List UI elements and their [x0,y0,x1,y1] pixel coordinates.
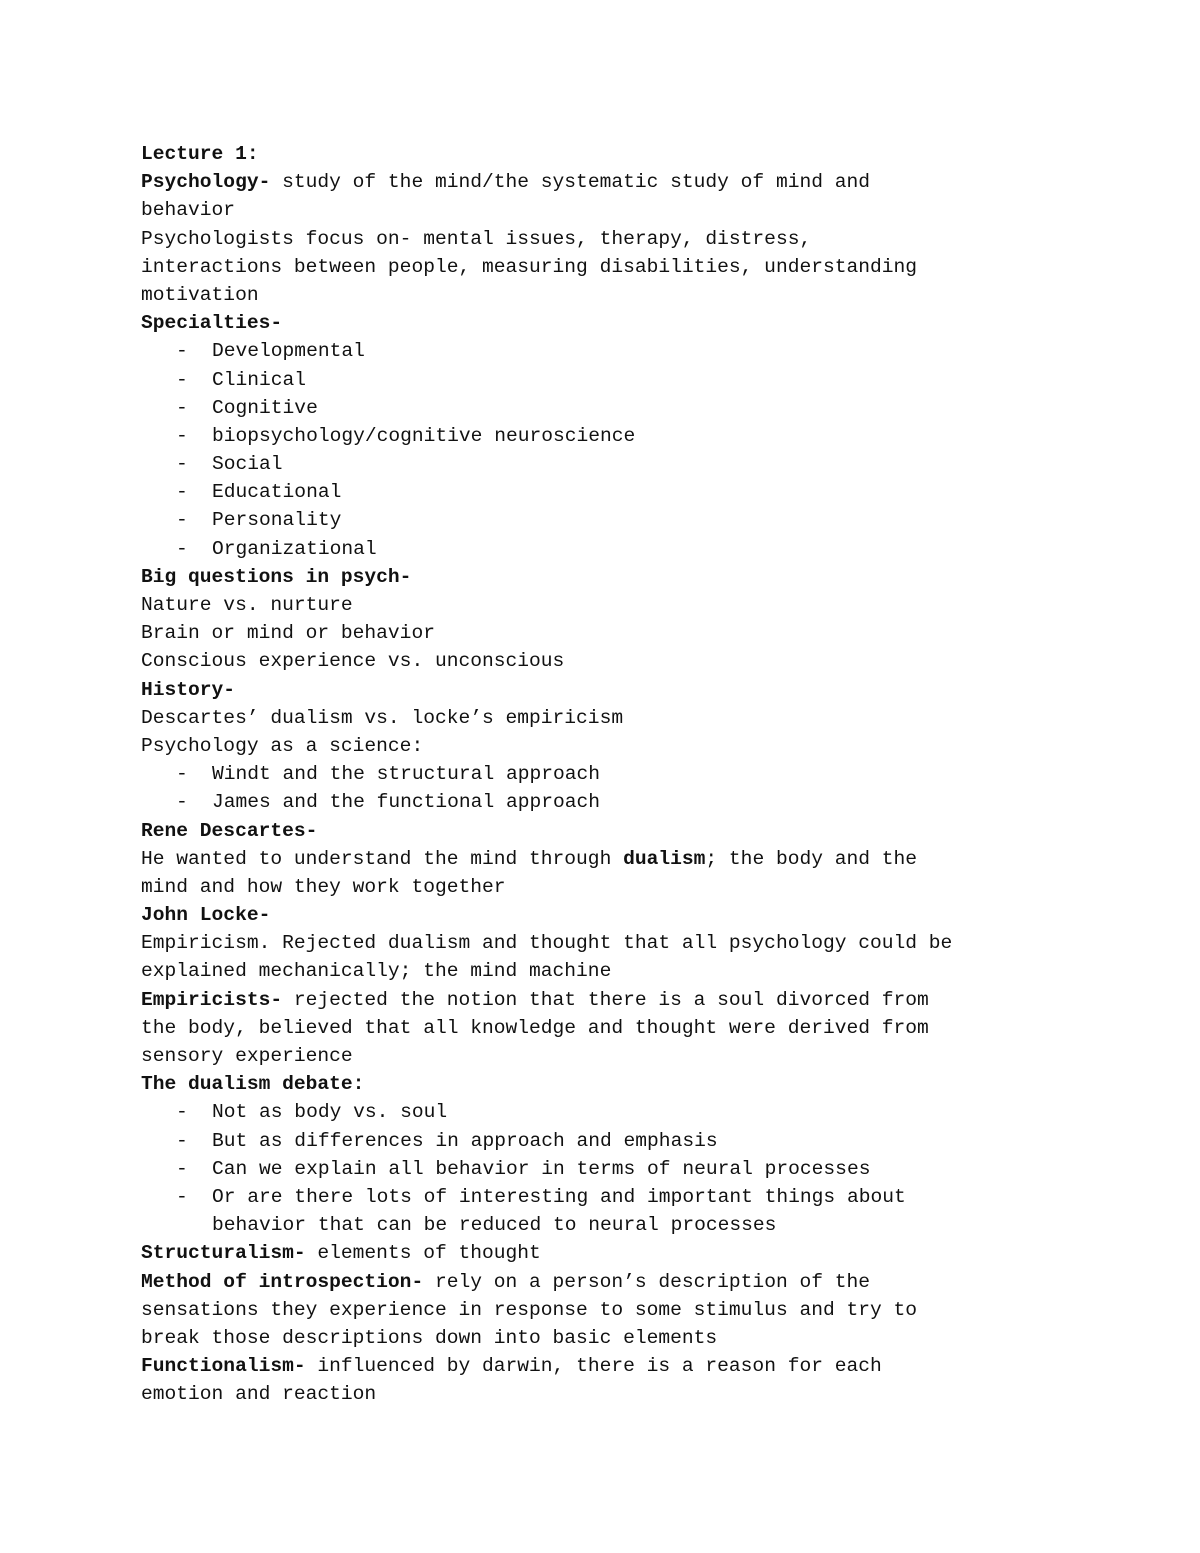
dualism-debate-heading: The dualism debate: [141,1073,365,1096]
introspection-line3: break those descriptions down into basic elements [141,1326,718,1349]
bullet-dash: - [176,396,188,419]
list-item-text: Windt and the structural approach [212,763,601,786]
bullet-dash: - [176,791,188,814]
list-item-text: Developmental [212,340,365,363]
structuralism-text: elements of thought [305,1242,541,1265]
locke-line2: explained mechanically; the mind machine [141,960,612,983]
big-question-line: Nature vs. nurture [141,594,353,616]
history-line2: Psychology as a science: [141,734,424,757]
descartes-heading: Rene Descartes- [141,819,318,842]
introspection-line2: sensations they experience in response to some stimulus and try to [141,1298,918,1321]
empiricists-line2: the body, believed that all knowledge and thought were derived from [141,1016,929,1039]
dualism-term: dualism [623,847,706,870]
bullet-dash: - [176,424,188,447]
functionalism-text: influenced by darwin, there is a reason for each [305,1355,882,1378]
list-item [141,450,1141,478]
descartes-line1 [141,845,1141,873]
list-item-text: biopsychology/cognitive neuroscience [212,424,636,447]
functionalism-line1 [141,1352,1141,1380]
empiricists-text: rejected the notion that there is a soul divorced from [282,988,929,1011]
list-item-text: Or are there lots of interesting and important things about [212,1185,906,1208]
list-item-text: Can we explain all behavior in terms of neural processes [212,1157,871,1180]
empiricists-line3: sensory experience [141,1045,353,1067]
bullet-dash: - [176,763,188,786]
list-item-text: But as differences in approach and emphasis [212,1129,718,1152]
bullet-dash: - [176,453,188,476]
list-item-text: Organizational [212,537,377,560]
list-item [141,1098,1141,1126]
big-question-line: Brain or mind or behavior [141,622,435,645]
bullet-dash: - [176,537,188,560]
list-item-text: Educational [212,481,342,504]
functionalism-line2: emotion and reaction [141,1383,377,1406]
descartes-text: He wanted to understand the mind through [141,847,624,870]
introspection-line1 [141,1268,1141,1296]
lecture-title: Lecture 1: [141,143,259,165]
descartes-line2: mind and how they work together [141,875,506,898]
bullet-dash: - [176,481,188,504]
list-item-text: Social [212,453,283,476]
introspection-term: Method of introspection- [141,1270,424,1293]
list-item-text: James and the functional approach [212,791,601,814]
functionalism-term: Functionalism- [141,1355,306,1378]
specialties-list [141,337,1141,563]
list-item [141,1155,1141,1183]
psychology-definition [141,168,1141,196]
list-item [141,1127,1141,1155]
list-item [141,422,1141,450]
structuralism-line [141,1239,1141,1267]
bullet-dash: - [176,340,188,363]
empiricists-line1 [141,986,1141,1014]
list-item-continuation: behavior that can be reduced to neural processes [212,1214,777,1237]
bullet-dash: - [176,1157,188,1180]
list-item-text: Clinical [212,368,307,391]
big-questions-heading: Big questions in psych- [141,565,412,588]
big-question-line: Conscious experience vs. unconscious [141,650,565,673]
list-item-text: Cognitive [212,396,318,419]
descartes-text: ; the body and the [705,847,918,870]
list-item [141,394,1141,422]
empiricists-term: Empiricists- [141,988,283,1011]
history-line1: Descartes’ dualism vs. locke’s empiricism [141,706,624,729]
bullet-dash: - [176,1129,188,1152]
introspection-text: rely on a person’s description of the [423,1270,871,1293]
list-item [141,478,1141,506]
bullet-dash: - [176,368,188,391]
list-item-text: Personality [212,509,342,532]
focus-line1: Psychologists focus on- mental issues, therapy, distress, [141,227,812,250]
list-item [141,1183,1141,1211]
document-page [141,140,1141,1408]
list-item [141,506,1141,534]
locke-line1: Empiricism. Rejected dualism and thought that all psychology could be [141,932,953,955]
list-item-text: Not as body vs. soul [212,1101,448,1124]
bullet-dash: - [176,1185,188,1208]
history-heading: History- [141,678,236,701]
bullet-dash: - [176,1101,188,1124]
list-item [141,760,1141,788]
psychology-def-line2: behavior [141,199,236,222]
list-item [141,337,1141,365]
focus-line2: interactions between people, measuring disabilities, understanding [141,255,918,278]
psychology-def-line1: study of the mind/the systematic study of mind and [270,171,871,194]
list-item [141,788,1141,816]
bullet-dash: - [176,509,188,532]
locke-heading: John Locke- [141,904,271,927]
specialties-heading: Specialties- [141,312,283,335]
list-item [141,366,1141,394]
focus-line3: motivation [141,283,259,306]
list-item [141,535,1141,563]
structuralism-term: Structuralism- [141,1242,306,1265]
psychology-term: Psychology- [141,171,271,194]
